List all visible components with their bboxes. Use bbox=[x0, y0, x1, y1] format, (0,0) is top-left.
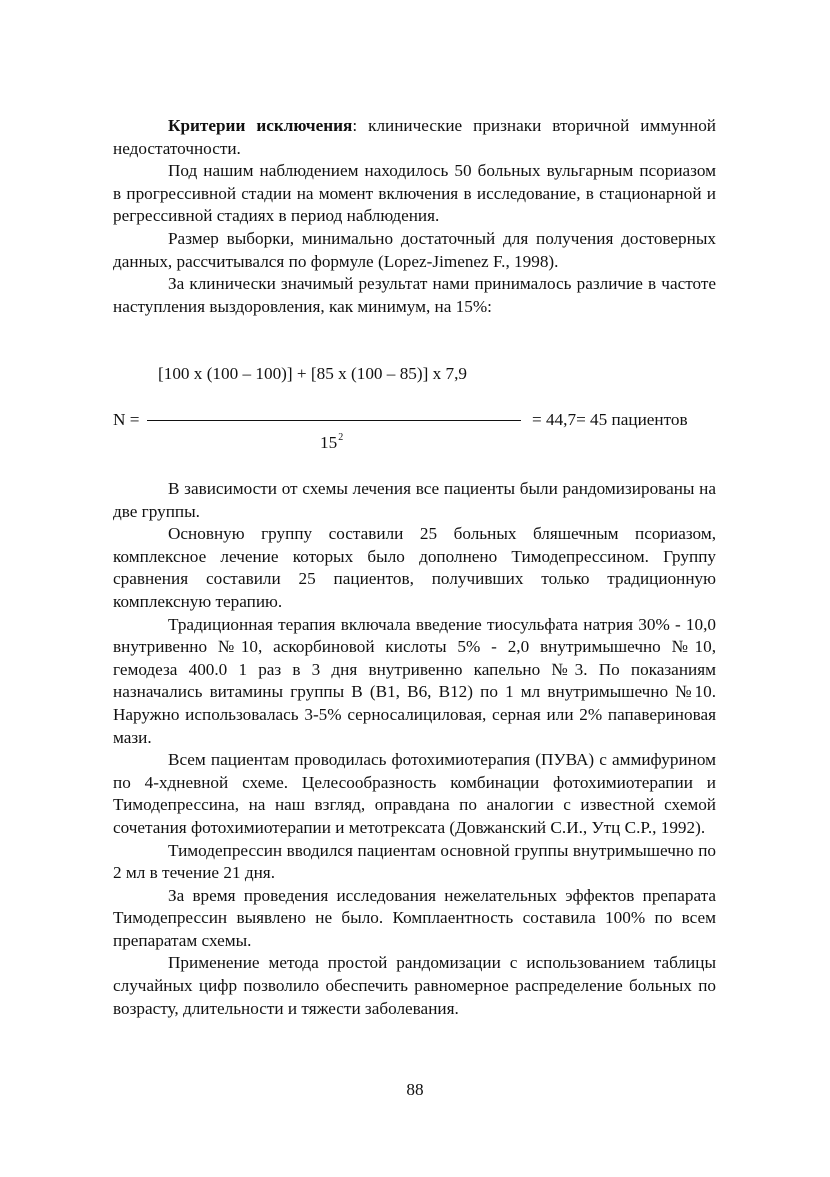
paragraph-patients-observed: Под нашим наблюдением находилось 50 больных вульгарным псориазом в прогрессивной стадии на момент включения в исследование, в стационарной и регрессивной стадиях в период наблюдения. bbox=[113, 161, 716, 226]
paragraph-randomization-method: Применение метода простой рандомизации с использованием таблицы случайных цифр позволило обеспечить равномерное распределение больных по возрасту, длительности и тяжести заболевания. bbox=[113, 953, 716, 1018]
paragraph-adverse-effects: За время проведения исследования нежелательных эффектов препарата Тимодепрессин выявлено не было. Комплаентность составила 100% по всем препаратам схемы. bbox=[113, 885, 716, 950]
formula-result: = 44,7= 45 пациентов bbox=[532, 410, 688, 429]
formula-denominator bbox=[320, 432, 343, 453]
exclusion-criteria-heading: Критерии исключения bbox=[168, 116, 353, 135]
formula-numerator: [100 х (100 – 100)] + [85 х (100 – 85)] х 7,9 bbox=[158, 364, 467, 383]
denominator-exponent: 2 bbox=[338, 432, 344, 443]
paragraph-significant-result: За клинически значимый результат нами принималось различие в частоте наступления выздоровления, как минимум, на 15%: bbox=[113, 274, 716, 316]
paragraph-randomization-groups: В зависимости от схемы лечения все пациенты были рандомизированы на две группы. bbox=[113, 479, 716, 521]
denominator-base: 15 bbox=[320, 433, 338, 452]
paragraph-puva-therapy: Всем пациентам проводилась фотохимиотерапия (ПУВА) с аммифурином по 4-хдневной схеме. Целесообразность комбинации фотохимиотерапии и Тимодепрессина, на наш взгляд, оправдана по аналогии с известной схемой сочетания фотохимиотерапии и метотрексата (Довжанский С.И., Утц С.Р., 1992). bbox=[113, 750, 716, 837]
bottom-text-block bbox=[113, 478, 716, 1020]
exclusion-criteria-text: : клинические признаки вторичной иммунной недостаточности. bbox=[113, 116, 716, 158]
paragraph-main-group: Основную группу составили 25 больных бляшечным псориазом, комплексное лечение которых было дополнено Тимодепрессином. Группу сравнения составили 25 пациентов, получивших только традиционную комплексную терапию. bbox=[113, 524, 716, 611]
paragraph-sample-size: Размер выборки, минимально достаточный для получения достоверных данных, рассчитывался по формуле (Lopez-Jimenez F., 1998). bbox=[113, 228, 716, 271]
formula-fraction-line bbox=[147, 420, 521, 421]
paragraph-exclusion-criteria bbox=[113, 115, 716, 160]
paragraph-traditional-therapy: Традиционная терапия включала введение тиосульфата натрия 30% - 10,0 внутривенно №10, аскорбиновой кислоты 5% - 2,0 внутримышечно №10, гемодеза 400.0 1 раз в 3 дня внутривенно капельно №3. По показаниям назначались витамины группы В (В1, В6, В12) по 1 мл внутримышечно №10. Наружно использовалась 3-5% серносалициловая, серная или 2% папавериновая мази. bbox=[113, 614, 716, 747]
paragraph-thymodepressin-dosing: Тимодепрессин вводился пациентам основной группы внутримышечно по 2 мл в течение 21 дня. bbox=[113, 840, 716, 883]
formula-lhs: N = bbox=[113, 410, 140, 429]
page-number: 88 bbox=[406, 1080, 424, 1099]
top-text-block bbox=[113, 115, 716, 318]
